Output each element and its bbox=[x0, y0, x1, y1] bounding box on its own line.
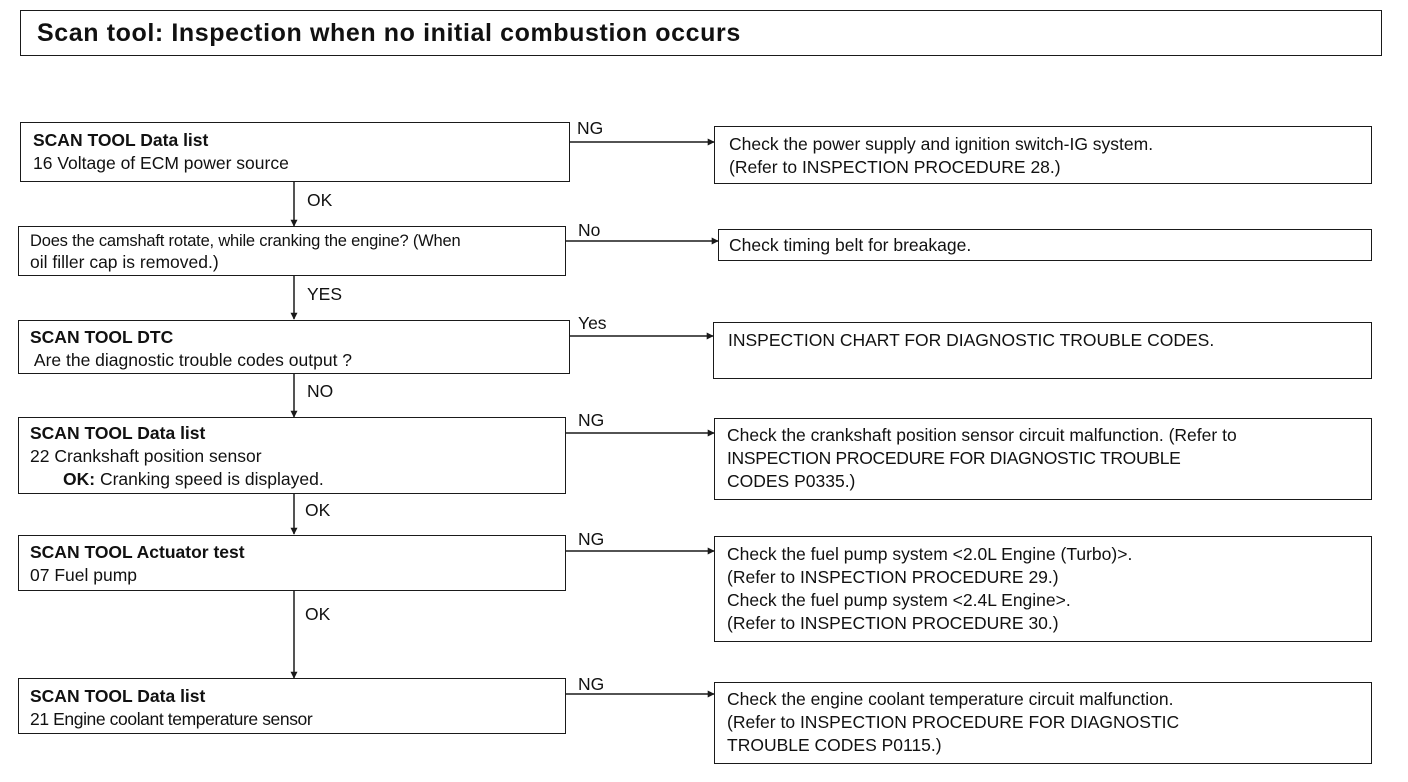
step-box-4 bbox=[18, 417, 566, 494]
result-box-2 bbox=[718, 229, 1372, 261]
ok-criteria-label: OK: bbox=[63, 469, 96, 489]
result-4-line-1: Check the crankshaft position sensor circuit malfunction. (Refer to bbox=[727, 425, 1237, 445]
result-5-line-2: (Refer to INSPECTION PROCEDURE 29.) bbox=[727, 567, 1059, 587]
result-4-line-3: CODES P0335.) bbox=[727, 471, 856, 491]
flow-label-2: YES bbox=[307, 284, 343, 304]
step-6-line-2: 21 Engine coolant temperature sensor bbox=[30, 709, 313, 729]
flow-label-3: NO bbox=[307, 381, 334, 401]
result-3-line-1: INSPECTION CHART FOR DIAGNOSTIC TROUBLE CODES. bbox=[728, 330, 1215, 350]
step-4-line-2: 22 Crankshaft position sensor bbox=[30, 446, 262, 466]
step-3-line-1: SCAN TOOL DTC bbox=[30, 327, 174, 347]
result-2-line-1: Check timing belt for breakage. bbox=[729, 235, 972, 255]
result-4-line-2: INSPECTION PROCEDURE FOR DIAGNOSTIC TROUBLE bbox=[727, 448, 1181, 468]
step-1-line-1: SCAN TOOL Data list bbox=[33, 130, 209, 150]
branch-label-6: NG bbox=[578, 674, 605, 694]
result-box-6 bbox=[714, 682, 1372, 764]
step-box-6 bbox=[18, 678, 566, 734]
result-box-5 bbox=[714, 536, 1372, 642]
step-2-line-1: Does the camshaft rotate, while cranking the engine? (When bbox=[30, 232, 461, 250]
ok-criteria-text: Cranking speed is displayed. bbox=[95, 469, 324, 489]
step-box-3 bbox=[18, 320, 570, 374]
result-6-line-2: (Refer to INSPECTION PROCEDURE FOR DIAGNOSTIC bbox=[727, 712, 1180, 732]
branch-label-4: NG bbox=[578, 410, 605, 430]
result-6-line-1: Check the engine coolant temperature circuit malfunction. bbox=[727, 689, 1174, 709]
result-box-4 bbox=[714, 418, 1372, 500]
result-1-line-2: (Refer to INSPECTION PROCEDURE 28.) bbox=[729, 157, 1061, 177]
flow-label-4: OK bbox=[305, 500, 331, 520]
step-1-line-2: 16 Voltage of ECM power source bbox=[33, 153, 289, 173]
step-5-line-2: 07 Fuel pump bbox=[30, 565, 138, 585]
result-6-line-3: TROUBLE CODES P0115.) bbox=[727, 735, 942, 755]
step-box-2 bbox=[18, 226, 566, 276]
step-box-1 bbox=[20, 122, 570, 182]
branch-label-5: NG bbox=[578, 529, 605, 549]
result-1-line-1: Check the power supply and ignition switch-IG system. bbox=[729, 134, 1154, 154]
step-5-line-1: SCAN TOOL Actuator test bbox=[30, 542, 245, 562]
page-title: Scan tool: Inspection when no initial combustion occurs bbox=[37, 19, 741, 47]
flow-label-1: OK bbox=[307, 190, 333, 210]
branch-label-2: No bbox=[578, 220, 601, 240]
result-5-line-3: Check the fuel pump system <2.4L Engine>. bbox=[727, 590, 1071, 610]
branch-label-1: NG bbox=[577, 118, 604, 138]
step-box-5 bbox=[18, 535, 566, 591]
step-2-line-2: oil filler cap is removed.) bbox=[30, 252, 219, 272]
branch-label-3: Yes bbox=[578, 313, 607, 333]
step-4-line-1: SCAN TOOL Data list bbox=[30, 423, 206, 443]
step-6-line-1: SCAN TOOL Data list bbox=[30, 686, 206, 706]
result-box-3 bbox=[713, 322, 1372, 379]
step-3-line-2: Are the diagnostic trouble codes output ? bbox=[30, 350, 353, 370]
result-5-line-1: Check the fuel pump system <2.0L Engine (Turbo)>. bbox=[727, 544, 1133, 564]
step-4-line-3 bbox=[63, 468, 324, 490]
flow-label-5: OK bbox=[305, 604, 331, 624]
result-box-1 bbox=[714, 126, 1372, 184]
result-5-line-4: (Refer to INSPECTION PROCEDURE 30.) bbox=[727, 613, 1059, 633]
